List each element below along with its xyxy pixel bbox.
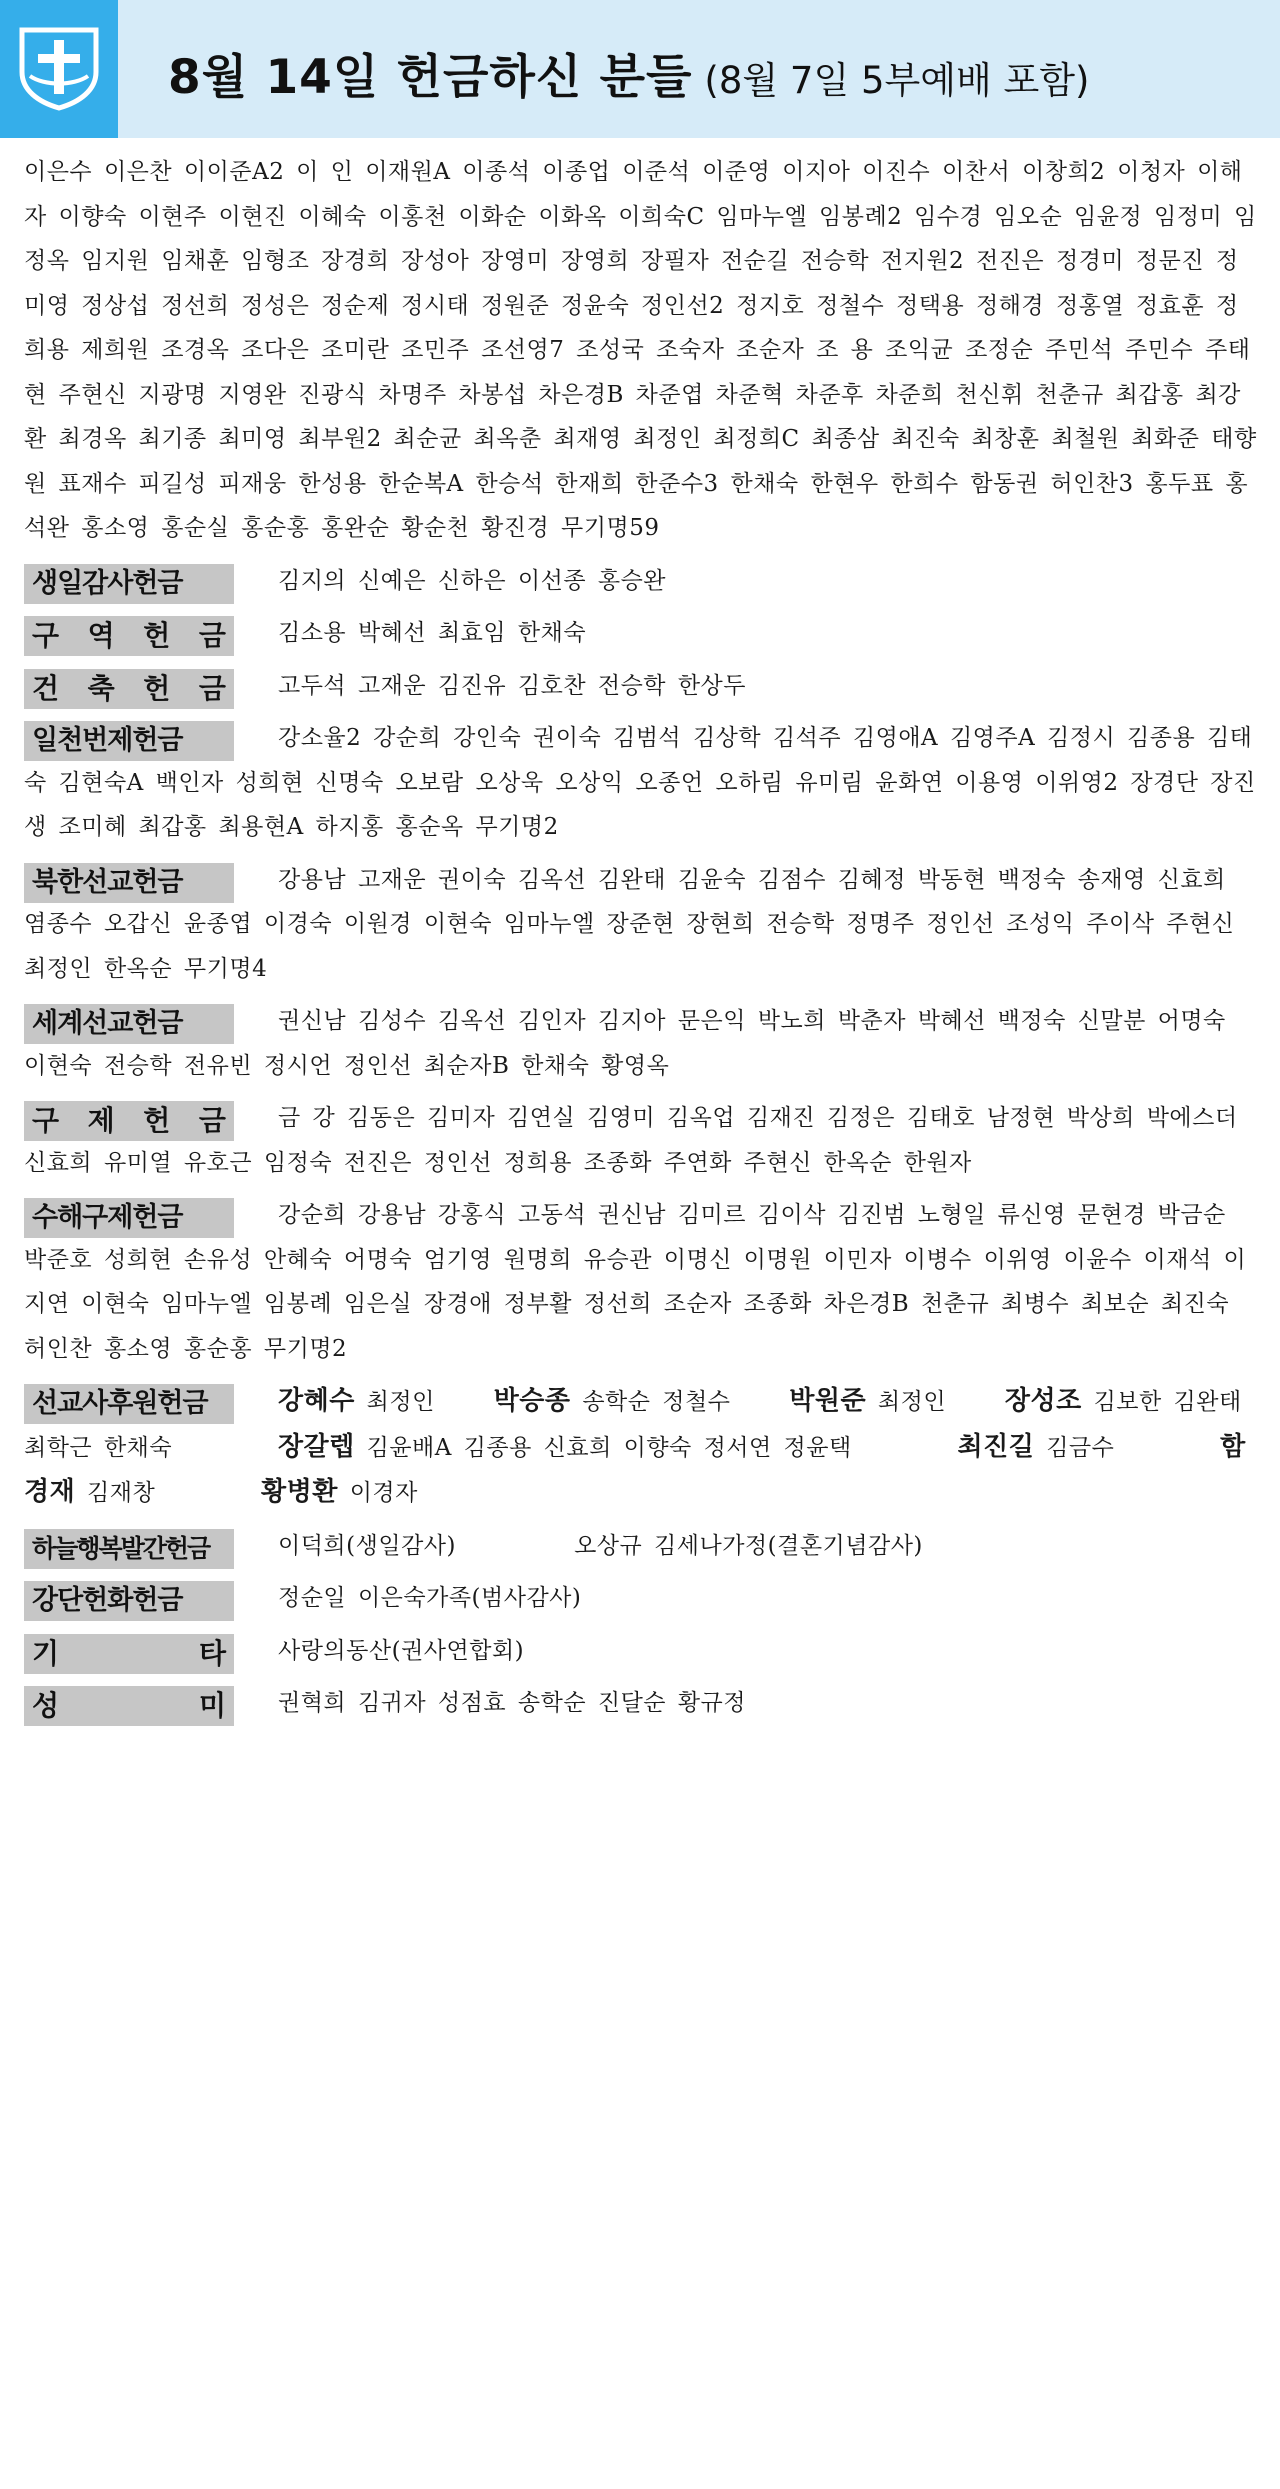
section-north-korea-mission — [24, 858, 1258, 992]
title-main: 8월 14일 헌금하신 분들 — [168, 50, 693, 105]
section-missionary-support — [24, 1379, 1258, 1516]
offering-list — [24, 150, 1258, 1726]
missionary-name: 황병환 — [261, 1477, 338, 1507]
missionary-name: 강혜수 — [278, 1386, 355, 1416]
missionary-name: 장갈렙 — [277, 1431, 355, 1462]
section-names: 금 강 김동은 김미자 김연실 김영미 김옥업 김재진 김정은 김태호 남정현 박상희 박에스더 신효희 유미열 유호근 임정숙 전진은 정인선 정희용 조종화 주연화 주현신 한옥순 한원자 — [24, 1105, 1238, 1176]
section-label — [24, 1101, 234, 1141]
donor-names: 김금수 — [1046, 1434, 1115, 1461]
section-other-offering — [24, 1629, 1258, 1674]
section-publication-offering — [24, 1524, 1258, 1569]
general-offering-names: 이은수 이은찬 이이준A2 이 인 이재원A 이종석 이종업 이준석 이준영 이지아 이진수 이찬서 이창희2 이청자 이해자 이향숙 이현주 이현진 이혜숙 이홍천 이화순 이화옥 이희숙C 임마누엘 임봉례2 임수경 임오순 임윤정 임정미 임정옥 임지원 임채훈 임형조 장경희 장성아 장영미 장영희 장필자 전순길 전승학 전지원2 전진은 정경미 정문진 정미영 정상섭 정선희 정성은 정순제 정시태 정원준 정윤숙 정인선2 정지호 정철수 정택용 정해경 정홍열 정효훈 정희용 제희원 조경옥 조다은 조미란 조민주 조선영7 조성국 조숙자 조순자 조 용 조익균 조정순 주민석 주민수 주태현 주현신 지광명 지영완 진광식 차명주 차봉섭 차은경B 차준엽 차준혁 차준후 차준희 천신휘 천춘규 최갑홍 최강환 최경옥 최기종 최미영 최부원2 최순균 최옥춘 최재영 최정인 최정희C 최종삼 최진숙 최창훈 최철원 최화준 태향원 표재수 피길성 피재웅 한성용 한순복A 한승석 한재희 한준수3 한채숙 한현우 한희수 함동권 허인찬3 홍두표 홍석완 홍소영 홍순실 홍순홍 홍완순 황순천 황진경 무기명59 — [24, 159, 1257, 541]
section-names: 김소용 박혜선 최효임 한채숙 — [278, 620, 587, 646]
section-label — [24, 1634, 234, 1674]
missionary-name: 박원준 — [789, 1386, 867, 1416]
section-label — [24, 1686, 234, 1726]
section-names: 강용남 고재운 권이숙 김옥선 김완태 김윤숙 김점수 김혜정 박동현 백정숙 송재영 신효희 염종수 오갑신 윤종엽 이경숙 이원경 이현숙 임마누엘 장준현 장현희 전승학 정명주 정인선 조성익 주이삭 주현신 최정인 한옥순 무기명4 — [24, 866, 1235, 982]
donor-names: 김재창 — [87, 1480, 156, 1506]
section-label: 일천번제헌금 — [24, 721, 234, 761]
donor-names: 송학순 정철수 — [582, 1389, 731, 1415]
label-char: 금 — [198, 671, 226, 705]
missionary-name: 함경재 — [24, 1431, 1246, 1507]
section-label — [24, 669, 234, 709]
label-char: 헌 — [143, 671, 171, 705]
section-names: 고두석 고재운 김진유 김호찬 전승학 한상두 — [278, 672, 746, 699]
section-rice-offering — [24, 1681, 1258, 1726]
section-names: 강소율2 강순희 강인숙 권이숙 김범석 김상학 김석주 김영애A 김영주A 김정시 김종용 김태숙 김현숙A 백인자 성희현 신명숙 오보람 오상욱 오상익 오종언 오하림 유미림 윤화연 이용영 이위영2 장경단 장진생 조미혜 최갑홍 최용현A 하지홍 홍순옥 무기명2 — [24, 725, 1256, 840]
missionary-name: 최진길 — [957, 1431, 1035, 1462]
section-world-mission — [24, 999, 1258, 1088]
section-altar-flower-offering — [24, 1576, 1258, 1621]
donor-names: 이경자 — [349, 1480, 418, 1506]
label-char: 금 — [198, 619, 226, 652]
section-label: 강단헌화헌금 — [24, 1581, 234, 1621]
section-flood-relief — [24, 1193, 1258, 1371]
shield-cross-icon — [16, 24, 102, 112]
label-char: 기 — [32, 1636, 60, 1670]
section-label: 하늘행복발간헌금 — [24, 1529, 234, 1569]
label-char: 역 — [87, 619, 115, 652]
label-char: 헌 — [143, 619, 171, 652]
section-names: 김지의 신예은 신하은 이선종 홍승완 — [278, 567, 667, 594]
section-label: 선교사후원헌금 — [24, 1384, 234, 1424]
label-char: 헌 — [143, 1104, 171, 1137]
page-header — [0, 0, 1280, 138]
section-names: 이덕희(생일감사) 오상규 김세나가정(결혼기념감사) — [278, 1532, 923, 1559]
section-names: 강순희 강용남 강홍식 고동석 권신남 김미르 김이삭 김진범 노형일 류신영 문현경 박금순 박준호 성희현 손유성 안혜숙 어명숙 엄기영 원명희 유승관 이명신 이명원 이민자 이병수 이위영 이윤수 이재석 이지연 이현숙 임마누엘 임봉례 임은실 장경애 정부활 정선희 조순자 조종화 차은경B 천춘규 최병수 최보순 최진숙 허인찬 홍소영 홍순홍 무기명2 — [24, 1202, 1247, 1362]
donor-names: 김보한 김완태 최학근 한채숙 — [24, 1389, 1242, 1461]
donor-names: 김윤배A 김종용 신효희 이향숙 정서연 정윤택 — [366, 1434, 852, 1461]
section-birthday-offering — [24, 559, 1258, 604]
label-char: 타 — [198, 1636, 226, 1670]
section-label: 세계선교헌금 — [24, 1004, 234, 1044]
section-label: 생일감사헌금 — [24, 564, 234, 604]
page-title — [168, 38, 1089, 118]
title-subtitle: (8월 7일 5부예배 포함) — [704, 59, 1090, 102]
label-char: 구 — [32, 1104, 60, 1137]
section-names: 정순일 이은숙가족(범사감사) — [278, 1585, 582, 1611]
label-char: 금 — [198, 1104, 226, 1137]
label-char: 미 — [198, 1689, 226, 1722]
section-names: 사랑의동산(권사연합회) — [278, 1637, 525, 1664]
section-names: 권신남 김성수 김옥선 김인자 김지아 문은익 박노희 박춘자 박혜선 백정숙 신말분 어명숙 이현숙 전승학 전유빈 정시언 정인선 최순자B 한채숙 황영옥 — [24, 1008, 1226, 1079]
church-logo — [0, 0, 118, 138]
section-district-offering — [24, 611, 1258, 656]
missionary-name: 박승종 — [493, 1386, 571, 1416]
label-char: 구 — [32, 619, 60, 652]
section-names: 권혁희 김귀자 성점효 송학순 진달순 황규정 — [278, 1690, 746, 1716]
label-char: 제 — [87, 1104, 115, 1137]
section-label — [24, 616, 234, 656]
section-relief-offering — [24, 1096, 1258, 1185]
section-building-offering — [24, 664, 1258, 709]
missionary-name: 장성조 — [1004, 1386, 1082, 1416]
section-label: 북한선교헌금 — [24, 863, 234, 903]
label-char: 건 — [32, 671, 60, 705]
label-char: 축 — [87, 671, 115, 705]
section-label: 수해구제헌금 — [24, 1198, 234, 1238]
donor-names: 최정인 — [366, 1389, 435, 1415]
donor-names: 최정인 — [877, 1389, 947, 1415]
label-char: 성 — [32, 1689, 60, 1722]
section-thousand-offering — [24, 716, 1258, 850]
